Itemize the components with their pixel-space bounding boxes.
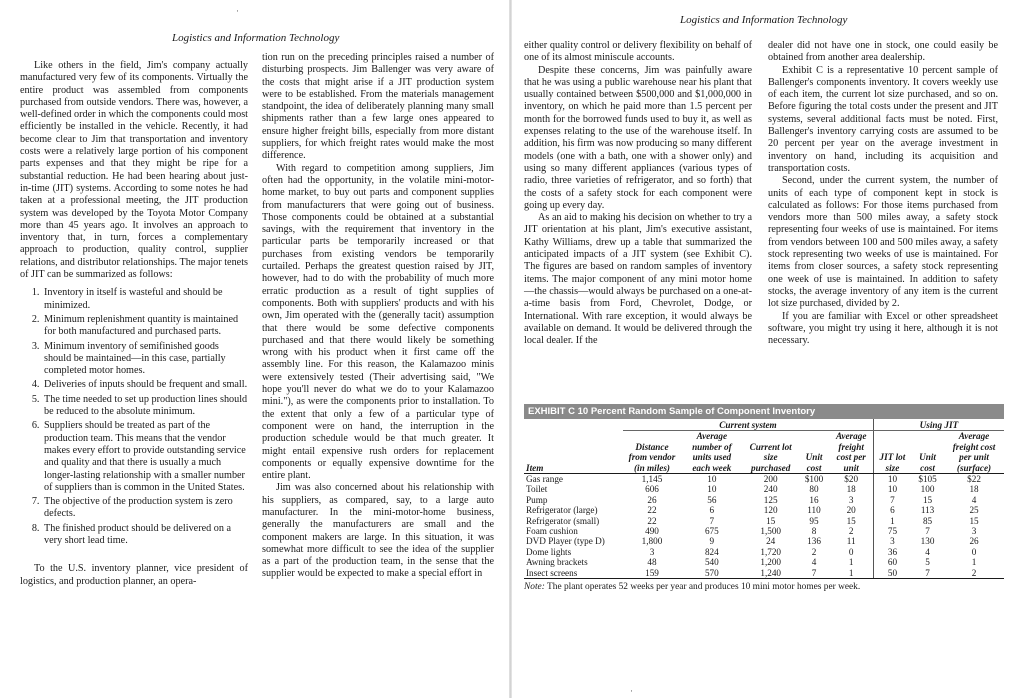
- table-cell: 606: [645, 484, 659, 495]
- table-cell: 1,145: [641, 474, 663, 485]
- table-cell: 4: [971, 494, 977, 505]
- table-cell: 48: [647, 557, 657, 568]
- table-cell: 26: [969, 536, 979, 547]
- table-cell: 6: [873, 505, 911, 515]
- table-cell: 1,500: [760, 526, 782, 537]
- table-cell: 120: [763, 505, 778, 516]
- table-cell: 2: [944, 568, 1004, 579]
- table-cell: 9: [709, 536, 715, 547]
- table-cell: $20: [844, 474, 859, 485]
- table-cell: 1,720: [760, 546, 782, 557]
- table-row: [524, 495, 1004, 505]
- table-cell: 95: [809, 515, 819, 526]
- table-cell: $105: [918, 474, 937, 485]
- table-cell: 1,200: [760, 557, 782, 568]
- right-page: [512, 0, 1024, 698]
- right-column-2: [768, 40, 998, 347]
- body-paragraph: Exhibit C is a representative 10 percent sample of Ballenger's components inventory. It covers weekly use of each item, the current lot size purchased, and so on. Before figuring the total costs under the present and JIT systems, several additional facts must be noted. First, Ballenger's inventory carrying costs are assumed to be 20 percent per year on the average investment in inventory on hand, including its acquisition and transportation costs.: [768, 64, 998, 174]
- table-cell: 824: [704, 546, 719, 557]
- table-row: [524, 547, 1004, 557]
- table-cell: 8: [811, 526, 817, 537]
- table-cell: 80: [809, 484, 819, 495]
- table-cell: 6: [709, 505, 715, 516]
- right-running-header: Logistics and Information Technology: [680, 14, 848, 26]
- table-cell: 7: [873, 495, 911, 505]
- column-header: Unit cost: [911, 431, 944, 474]
- body-paragraph: Despite these concerns, Jim was painfully aware that he was using a public warehouse near his plant that usually contained between $500,000 and $1,000,000 in inventory, on which he paid more than 1.5 percent per month for the borrowed funds used to buy it, as well as expenses relating to the use of the warehouse itself. In addition, his firm was now producing so many different models (one with a bath, one with a shower only) and using so many different appliances (various types of radio, three varieties of refrigerator, and so forth) that the costs of a safety stock for each component were going up every day.: [524, 64, 752, 211]
- table-cell: 200: [763, 474, 778, 485]
- body-paragraph: With regard to competition among suppliers, Jim often had the opportunity, in the volatile mini-motor-home market, to buy out parts and component supplies from manufacturers that were going out of business. Those components could be obtained at a substantial savings, with the requirement that inventory in the particular parts be temporarily increased or that purchases from existing vendors be temporarily curtailed. Perhaps the greatest question raised by JIT, however, had to do with the probability of much more erratic production as a result of tight supplies of components. Both with suppliers' products and with his own, Jim operated with the (generally tacit) assumption that there would be some defective components purchased and that there would likely be something wrong with his product when it first came off the assembly line. For this reason, the Kalamazoo minis were extensively tested (Their advertising said, "We hope you'll never do what we do to your Kalamazoo mini."), as were the components prior to installation. To the extent that only a few of a particular type of component were on hand, the interruption in the production schedule would be that much greater. It might entail expensive rush orders for replacement components or equally expensive downtime for the entire plant.: [262, 162, 494, 482]
- column-header: Distance from vendor (in miles): [623, 431, 681, 474]
- body-paragraph: If you are familiar with Excel or other spreadsheet software, you might try using it here, although it is not necessary.: [768, 310, 998, 347]
- table-cell: 5: [925, 557, 930, 568]
- tenet-item: 7. The objective of the production system is zero defects.: [42, 496, 248, 521]
- table-cell: 7: [799, 568, 830, 579]
- tenet-item: 5. The time needed to set up production lines should be reduced to the absolute minimum.: [42, 394, 248, 419]
- table-cell: 3: [649, 546, 655, 557]
- table-cell: 15: [969, 515, 979, 526]
- note-text: The plant operates 52 weeks per year and produces 10 mini motor homes per week.: [547, 582, 861, 593]
- table-cell: 36: [873, 547, 911, 557]
- table-cell: 130: [920, 536, 935, 547]
- table-cell: 159: [623, 568, 681, 579]
- column-header: JIT lot size: [873, 431, 911, 474]
- exhibit-label: EXHIBIT C: [528, 406, 575, 417]
- table-row: [524, 568, 1004, 579]
- table-cell: 56: [707, 494, 717, 505]
- item-name-cell: DVD Player (type D): [526, 536, 605, 547]
- table-cell: 1: [848, 557, 854, 568]
- tenet-item: 3. Minimum inventory of semifinished goods should be maintained—in this case, partially completed motor homes.: [42, 341, 248, 378]
- table-cell: 22: [647, 505, 657, 516]
- table-cell: 490: [645, 526, 659, 537]
- table-cell: 85: [922, 515, 933, 526]
- table-cell: 18: [969, 484, 979, 495]
- column-header: Current lot size purchased: [743, 431, 799, 474]
- group-header-jit: Using JIT: [873, 419, 1004, 431]
- table-cell: 1,240: [743, 568, 799, 579]
- page-mark: ·: [630, 686, 633, 696]
- group-header-current: Current system: [623, 419, 873, 431]
- table-cell: 1,800: [641, 536, 663, 547]
- exhibit-title: 10 Percent Random Sample of Component Inventory: [577, 406, 816, 417]
- table-cell: 10: [873, 484, 911, 494]
- column-header: Average freight cost per unit (surface): [944, 431, 1004, 474]
- page-mark: ·: [236, 6, 239, 16]
- body-paragraph: As an aid to making his decision on whether to try a JIT orientation at his plant, Jim's executive assistant, Kathy Williams, drew up a table that summarized the anticipated impacts of a JIT system (see Exhibit C). The figures are based on random samples of inventory items. The major component of any mini motor home—the chassis—would always be purchased on a one-at-a-time basis from Ford, Chevrolet, Dodge, or International. With rare exception, it would always be available on demand. It would be delivered through the local dealer. If the: [524, 212, 752, 347]
- table-cell: $22: [967, 474, 981, 485]
- item-name-cell: Toilet: [526, 484, 548, 495]
- exhibit-c: [524, 404, 1004, 592]
- body-paragraph: either quality control or delivery flexibility on behalf of one of its almost miniscule accounts.: [524, 40, 752, 64]
- column-header: Unit cost: [799, 431, 830, 474]
- item-name-cell: Refrigerator (small): [526, 515, 600, 526]
- table-row: [524, 526, 1004, 536]
- table-cell: 10: [873, 474, 911, 485]
- table-cell: 10: [707, 474, 717, 485]
- body-paragraph: Second, under the current system, the number of units of each type of component kept in stock is calculated as follows: For those items purchased from vendors more than 500 miles away, a safety stock representing four weeks of use is maintained. For items from vendors between 100 and 500 miles away, a safety stock representing two weeks of use is maintained. For items from closer sources, a safety stock representing one week of use is maintained. In addition to safety stocks, the average inventory of any item is the current lot size purchased, divided by 2.: [768, 175, 998, 310]
- table-cell: 75: [873, 526, 911, 536]
- table-row: [524, 505, 1004, 515]
- table-row: [524, 557, 1004, 567]
- left-running-header: Logistics and Information Technology: [172, 32, 340, 44]
- table-cell: 3: [848, 494, 854, 505]
- table-cell: 20: [846, 505, 856, 516]
- exhibit-note: [524, 582, 1004, 592]
- tenet-item: 6. Suppliers should be treated as part of the production team. This means that the vendor makes every effort to provide outstanding service and quality and that there is usually a much longer-lasting relationship with a smaller number of suppliers than is common in the United States.: [42, 420, 248, 494]
- table-cell: 22: [647, 515, 657, 526]
- table-cell: 1: [873, 516, 911, 526]
- inventory-table: [524, 419, 1004, 579]
- table-cell: 26: [647, 494, 657, 505]
- left-column-1: [20, 60, 248, 588]
- table-cell: 2: [848, 526, 854, 537]
- table-cell: 540: [704, 557, 719, 568]
- table-row: [524, 536, 1004, 546]
- item-name-cell: Refrigerator (large): [526, 505, 598, 516]
- table-cell: 60: [873, 557, 911, 567]
- table-row: [524, 484, 1004, 494]
- table-cell: 25: [969, 505, 979, 516]
- table-cell: 100: [920, 484, 935, 495]
- column-header: Item: [524, 431, 623, 474]
- body-paragraph: dealer did not have one in stock, one could easily be obtained from another area dealership.: [768, 40, 998, 64]
- table-cell: 136: [807, 536, 821, 547]
- tenet-item: 1. Inventory in itself is wasteful and should be minimized.: [42, 287, 248, 312]
- table-cell: 2: [811, 546, 817, 557]
- table-cell: 3: [873, 536, 911, 546]
- item-name-cell: Pump: [526, 494, 548, 505]
- table-cell: 4: [811, 557, 817, 568]
- table-cell: 7: [709, 515, 715, 526]
- tenet-item: 8. The finished product should be delivered on a very short lead time.: [42, 523, 248, 548]
- table-cell: 15: [766, 515, 776, 526]
- table-row: [524, 474, 1004, 485]
- column-header: Average number of units used each week: [681, 431, 743, 474]
- table-row: [524, 516, 1004, 526]
- table-cell: 570: [681, 568, 743, 579]
- table-cell: 0: [971, 546, 977, 557]
- table-cell: 7: [925, 526, 930, 537]
- body-paragraph: Jim was also concerned about his relationship with his suppliers, as compared, say, to a large auto manufacturer. In the mini-motor-home business, generally the manufacturers are small and the component makers are large. In this situation, it was somewhat more difficult to see the idea of the supplier as a part of the production team, in the sense that the supplier would be expected to make a special effort in: [262, 482, 494, 580]
- intro-paragraph: Like others in the field, Jim's company actually manufactured very few of its components. Virtually the entire product was assembled from components purchased from outside vendors. There was, however, a well-defined order in which the components could most efficiently be installed in the vehicle. Recently, it had become clear to Jim that transportation and inventory costs were a relatively large portion of his component parts expenses and that they might be ripe for a substantial reduction. He had been hearing about just-in-time (JIT) systems. According to some notes he had taken at a professional meeting, the JIT production system was developed by the Toyota Motor Company more than 45 years ago. It involves an approach to inventory that, in turn, forces a complementary approach to production, quality control, supplier relations, and distributor relationships. The major tenets of JIT can be summarized as follows:: [20, 60, 248, 281]
- item-name-cell: Awning brackets: [526, 557, 588, 568]
- table-cell: 7: [911, 568, 944, 579]
- inventory-table-body: [524, 474, 1004, 579]
- item-name-cell: Foam cushion: [526, 526, 578, 537]
- table-cell: 3: [971, 526, 977, 537]
- table-cell: 18: [846, 484, 856, 495]
- left-column-2: [262, 52, 494, 581]
- exhibit-title-bar: [524, 404, 1004, 419]
- item-name-cell: Insect screens: [524, 568, 623, 579]
- table-cell: 110: [807, 505, 821, 516]
- tenet-item: 4. Deliveries of inputs should be frequent and small.: [42, 379, 248, 391]
- body-paragraph: tion run on the preceding principles raised a number of disturbing prospects. Jim Ballenger was very aware of the costs that might arise if a JIT production system were to be established. From the materials management standpoint, the idea of deliberately planning many small shipments rather than a few large ones appeared to ensure higher freight bills, especially from more distant suppliers, for which freight rates would make the most difference.: [262, 52, 494, 162]
- left-page: [0, 0, 510, 698]
- table-cell: 50: [873, 568, 911, 579]
- note-label: Note:: [524, 582, 545, 593]
- table-cell: 11: [846, 536, 856, 547]
- jit-tenets-list: [20, 287, 248, 547]
- item-name-cell: Gas range: [526, 474, 563, 485]
- right-column-1: [524, 40, 752, 347]
- table-cell: 10: [707, 484, 717, 495]
- table-cell: 675: [704, 526, 719, 537]
- table-cell: 240: [763, 484, 778, 495]
- table-cell: 125: [763, 494, 778, 505]
- table-cell: $100: [804, 474, 824, 485]
- table-cell: 0: [848, 546, 854, 557]
- table-cell: 4: [925, 546, 930, 557]
- column-header: Average freight cost per unit: [830, 431, 874, 474]
- table-cell: 1: [971, 557, 977, 568]
- table-cell: 1: [830, 568, 874, 579]
- item-name-cell: Dome lights: [526, 546, 572, 557]
- table-cell: 15: [922, 494, 933, 505]
- table-cell: 15: [846, 515, 856, 526]
- table-cell: 16: [809, 494, 819, 505]
- table-cell: 113: [920, 505, 935, 516]
- closing-paragraph: To the U.S. inventory planner, vice president of logistics, and production planner, an opera-: [20, 563, 248, 587]
- tenet-item: 2. Minimum replenishment quantity is maintained for both manufactured and purchased parts.: [42, 314, 248, 339]
- table-cell: 24: [766, 536, 776, 547]
